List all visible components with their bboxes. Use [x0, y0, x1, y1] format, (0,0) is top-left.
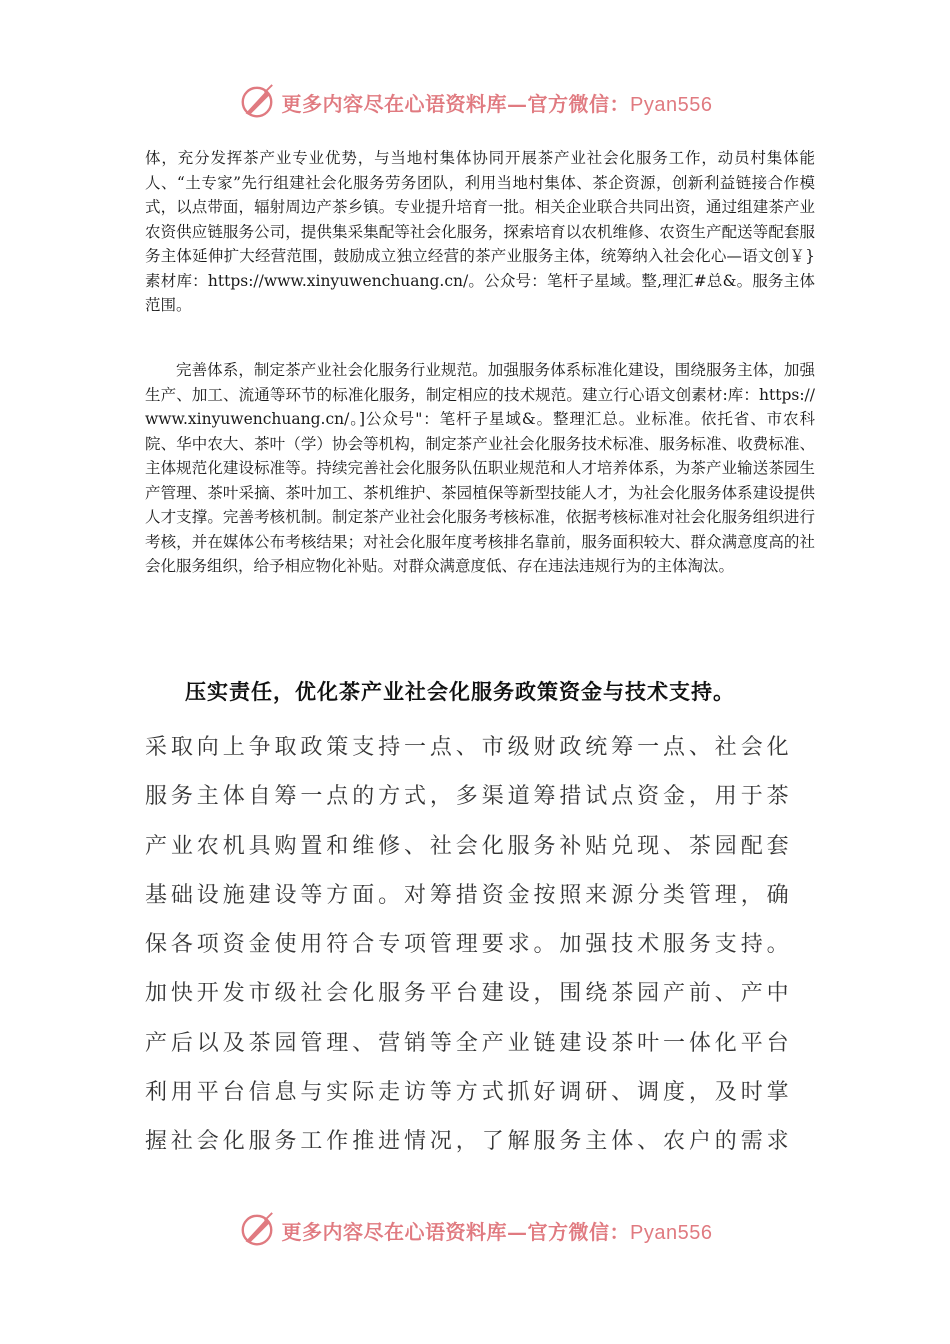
footer-banner	[0, 1210, 950, 1250]
header-banner	[0, 82, 950, 122]
footer-banner-text: 更多内容尽在心语资料库—官方微信：Pyan556	[281, 1219, 713, 1244]
header-banner-text: 更多内容尽在心语资料库—官方微信：Pyan556	[281, 91, 713, 116]
paragraph-1: 体，充分发挥茶产业专业优势，与当地村集体协同开展茶产业社会化服务工作，动员村集体能人、“土专家”先行组建社会化服务劳务团队，利用当地村集体、茶企资源，创新利益链接合作模式，以点带面，辐射周边产茶乡镇。专业提升培育一批。相关企业联合共同出资，通过组建茶产业农资供应链服务公司，提供集采集配等社会化服务，探索培育以农机维修、农资生产配送等配套服务主体延伸扩大经营范围，鼓励成立独立经营的茶产业服务主体，统筹纳入社会化心—语文创￥}素材库：https://www.xinyuwenchuang.cn/。公众号：笔杆子星域。整,理汇#总&。服务主体范围。	[145, 149, 815, 314]
section-heading: 压实责任，优化茶产业社会化服务政策资金与技术支持。	[185, 679, 735, 704]
quill-logo-icon	[238, 1211, 276, 1249]
paragraph-3: 采取向上争取政策支持一点、市级财政统筹一点、社会化服务主体自筹一点的方式，多渠道筹措试点资金，用于茶产业农机具购置和维修、社会化服务补贴兑现、茶园配套基础设施建设等方面。对筹措资金按照来源分类管理，确保各项资金使用符合专项管理要求。加强技术服务支持。加快开发市级社会化服务平台建设，围绕茶园产前、产中产后以及茶园管理、营销等全产业链建设茶叶一体化平台利用平台信息与实际走访等方式抓好调研、调度，及时掌握社会化服务工作推进情况，了解服务主体、农户的需求	[145, 735, 793, 1155]
quill-logo-icon	[238, 83, 276, 121]
paragraph-2: 完善体系，制定茶产业社会化服务行业规范。加强服务体系标准化建设，围绕服务主体，加强生产、加工、流通等环节的标准化服务，制定相应的技术规范。建立行心语文创素材:库：https://www.xinyuwenchuang.cn/。]公众号"：笔杆子星域&。整理汇总。业标准。依托省、市农科院、华中农大、茶叶（学）协会等机构，制定茶产业社会化服务技术标准、服务标准、收费标准、主体规范化建设标准等。持续完善社会化服务队伍职业规范和人才培养体系，为茶产业输送茶园生产管理、茶叶采摘、茶叶加工、茶机维护、茶园植保等新型技能人才，为社会化服务体系建设提供人才支撑。完善考核机制。制定茶产业社会化服务考核标准，依据考核标准对社会化服务组织进行考核，并在媒体公布考核结果；对社会化服年度考核排名靠前，服务面积较大、群众满意度高的社会化服务组织，给予相应物化补贴。对群众满意度低、存在违法违规行为的主体淘汰。	[145, 361, 815, 575]
